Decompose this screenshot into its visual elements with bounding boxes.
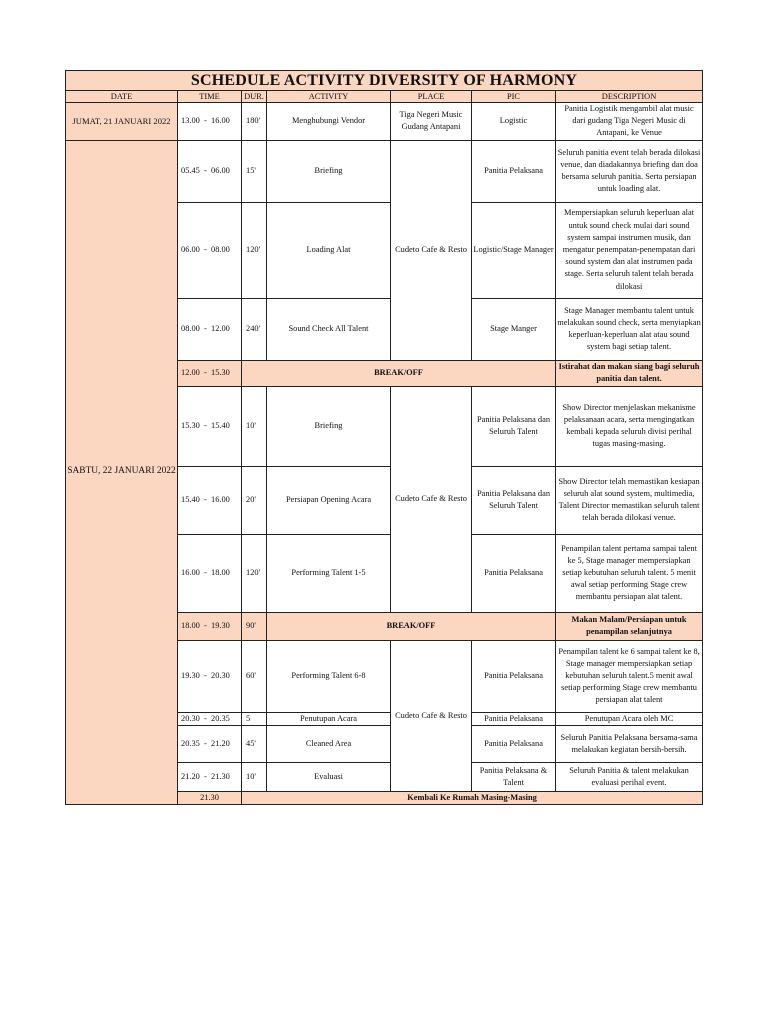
description-cell: Penutupan Acara oleh MC — [556, 712, 703, 725]
place-cell: Tiga Negeri Music Gudang Antapani — [391, 103, 472, 141]
pic-cell: Panitia Pelaksana dan Seluruh Talent — [472, 466, 556, 534]
description-cell: Stage Manager membantu talent untuk melakukan sound check, serta menyiapkan keperluan-keperluan alat atau sound system bagi setiap talent. — [556, 298, 703, 360]
break-label: BREAK/OFF — [242, 360, 556, 386]
time-cell: 16.00 - 18.00 — [178, 534, 242, 612]
time-cell: 20.30 - 20.35 — [178, 712, 242, 725]
pic-cell: Stage Manger — [472, 298, 556, 360]
time-cell: 12.00 - 15.30 — [178, 360, 242, 386]
time-cell: 05.45 - 06.00 — [178, 140, 242, 202]
description-cell: Istirahat dan makan siang bagi seluruh panitia dan talent. — [556, 360, 703, 386]
time-cell: 06.00 - 08.00 — [178, 202, 242, 298]
header-time: TIME — [178, 91, 242, 103]
activity-cell: Sound Check All Talent — [267, 298, 391, 360]
date-cell-day1: JUMAT, 21 JANUARI 2022 — [66, 103, 178, 141]
duration-cell: 5 — [242, 712, 267, 725]
activity-cell: Performing Talent 1-5 — [267, 534, 391, 612]
time-cell: 20.35 - 21.20 — [178, 725, 242, 762]
activity-cell: Cleaned Area — [267, 725, 391, 762]
table-row — [66, 140, 703, 202]
duration-cell: 15' — [242, 140, 267, 202]
header-description: DESCRIPTION — [556, 91, 703, 103]
activity-cell: Performing Talent 6-8 — [267, 640, 391, 712]
duration-cell: 120' — [242, 202, 267, 298]
activity-cell: Persiapan Opening Acara — [267, 466, 391, 534]
duration-cell: 20' — [242, 466, 267, 534]
break-label: BREAK/OFF — [267, 612, 556, 640]
duration-cell: 10' — [242, 386, 267, 466]
duration-cell: 45' — [242, 725, 267, 762]
pic-cell: Panitia Pelaksana — [472, 640, 556, 712]
header-date: DATE — [66, 91, 178, 103]
header-row — [66, 91, 703, 103]
description-cell: Penampilan talent pertama sampai talent ke 5, Stage manager mempersiapkan setiap kebutuhan seluruh talent. 5 menit awal setiap performing Stage crew membantu persiapan alat talent. — [556, 534, 703, 612]
description-cell: Seluruh panitia event telah berada dilokasi venue, dan diadakannya briefing dan doa bersama seluruh panitia. Serta persiapan untuk loading alat. — [556, 140, 703, 202]
activity-cell: Loading Alat — [267, 202, 391, 298]
schedule-table — [65, 70, 703, 805]
pic-cell: Panitia Pelaksana — [472, 140, 556, 202]
duration-cell: 240' — [242, 298, 267, 360]
place-cell: Cudeto Cafe & Resto — [391, 386, 472, 612]
activity-cell: Evaluasi — [267, 762, 391, 791]
activity-cell: Briefing — [267, 140, 391, 202]
description-cell: Seluruh Panitia & talent melakukan evaluasi perihal event. — [556, 762, 703, 791]
date-cell-day2: SABTU, 22 JANUARI 2022 — [66, 140, 178, 804]
time-cell: 21.30 — [178, 791, 242, 804]
description-cell: Penampilan talent ke 6 sampai talent ke 8, Stage manager mempersiapkan setiap kebutuhan seluruh talent.5 menit awal setiap performing Stage crew membantu persiapan alat talent — [556, 640, 703, 712]
time-cell: 19.30 - 20.30 — [178, 640, 242, 712]
duration-cell: 120' — [242, 534, 267, 612]
pic-cell: Logistic — [472, 103, 556, 141]
duration-cell: 180' — [242, 103, 267, 141]
page-title: SCHEDULE ACTIVITY DIVERSITY OF HARMONY — [66, 71, 703, 91]
place-cell: Cudeto Cafe & Resto — [391, 640, 472, 791]
pic-cell: Panitia Pelaksana & Talent — [472, 762, 556, 791]
final-activity: Kembali Ke Rumah Masing-Masing — [242, 791, 703, 804]
time-cell: 13.00 - 16.00 — [178, 103, 242, 141]
header-dur: DUR. — [242, 91, 267, 103]
pic-cell: Panitia Pelaksana — [472, 534, 556, 612]
time-cell: 15.40 - 16.00 — [178, 466, 242, 534]
activity-cell: Penutupan Acara — [267, 712, 391, 725]
description-cell: Show Director menjelaskan mekanisme pelaksanaan acara, serta mengingatkan kembali kepada seluruh divisi perihal tugas masing-masing. — [556, 386, 703, 466]
description-cell: Panitia Logistik mengambil alat music dari gudang Tiga Negeri Music di Antapani, ke Venue — [556, 103, 703, 141]
table-row — [66, 103, 703, 141]
description-cell: Seluruh Panitia Pelaksana bersama-sama melakukan kegiatan bersih-bersih. — [556, 725, 703, 762]
description-cell: Makan Malam/Persiapan untuk penampilan selanjutnya — [556, 612, 703, 640]
pic-cell: Panitia Pelaksana — [472, 712, 556, 725]
pic-cell: Panitia Pelaksana dan Seluruh Talent — [472, 386, 556, 466]
description-cell: Show Director telah memastikan kesiapan seluruh alat sound system, multimedia, Talent Director memastikan seluruh talent telah berada dilokasi venue. — [556, 466, 703, 534]
activity-cell: Briefing — [267, 386, 391, 466]
time-cell: 18.00 - 19.30 — [178, 612, 242, 640]
duration-cell: 90' — [242, 612, 267, 640]
pic-cell: Logistic/Stage Manager — [472, 202, 556, 298]
time-cell: 21.20 - 21.30 — [178, 762, 242, 791]
description-cell: Mempersiapkan seluruh keperluan alat untuk sound check mulai dari sound system sampai instrumen musik, dan mengatur penempatan-penempatan dari sound system dan alat instrumen pada stage. Serta seluruh talent telah berada dilokasi — [556, 202, 703, 298]
activity-cell: Menghubungi Vendor — [267, 103, 391, 141]
header-pic: PIC — [472, 91, 556, 103]
time-cell: 08.00 - 12.00 — [178, 298, 242, 360]
duration-cell: 60' — [242, 640, 267, 712]
header-place: PLACE — [391, 91, 472, 103]
time-cell: 15.30 - 15.40 — [178, 386, 242, 466]
header-activity: ACTIVITY — [267, 91, 391, 103]
pic-cell: Panitia Pelaksana — [472, 725, 556, 762]
duration-cell: 10' — [242, 762, 267, 791]
place-cell: Cudeto Cafe & Resto — [391, 140, 472, 360]
